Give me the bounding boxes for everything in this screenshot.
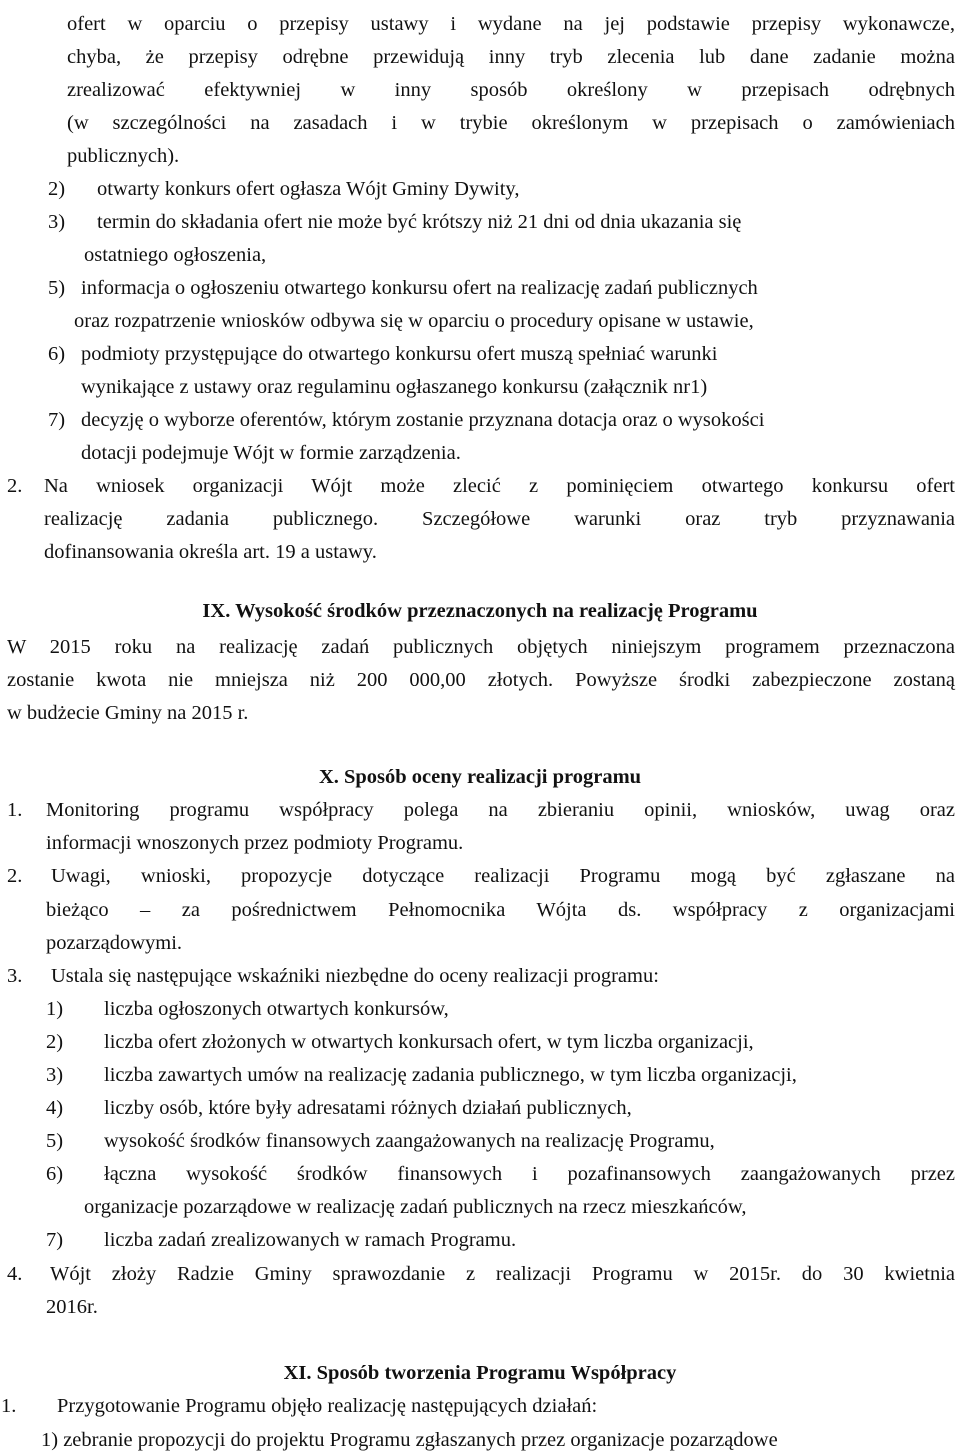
list-item-text: liczba zadań zrealizowanych w ramach Programu. [104,1229,517,1251]
list-item-text: liczba ogłoszonych otwartych konkursów, [104,998,449,1020]
intro-line: ofert w oparciu o przepisy ustawy i wydane na jej podstawie przepisy wykonawcze, [67,13,955,35]
list-item-text: wynikające z ustawy oraz regulaminu ogłaszanego konkursu (załącznik nr1) [81,376,708,398]
paragraph-line: w budżecie Gminy na 2015 r. [7,702,249,724]
list-item-text: podmioty przystępujące do otwartego konkursu ofert muszą spełniać warunki [81,343,718,365]
list-item-text: liczby osób, które były adresatami różnych działań publicznych, [104,1097,632,1119]
section-heading: X. Sposób oceny realizacji programu [318,766,642,788]
list-item-text: organizacje pozarządowe w realizację zadań publicznych na rzecz mieszkańców, [84,1196,747,1218]
intro-line: (w szczególności na zasadach i w trybie określonym w przepisach o zamówieniach [67,112,955,134]
list-number: 1) [46,998,64,1020]
paragraph-line: W 2015 roku na realizację zadań publicznych objętych niniejszym programem przeznaczona [7,636,955,658]
list-item-text: łączna wysokość środków finansowych i pozafinansowych zaangażowanych przez [104,1163,955,1185]
list-number: 5) [46,1130,64,1152]
paragraph-line: realizację zadania publicznego. Szczegółowe warunki oraz tryb przyznawania [44,508,955,530]
list-number: 4) [46,1097,64,1119]
paragraph-line: informacji wnoszonych przez podmioty Programu. [46,832,464,854]
list-number: 3) [46,1064,64,1086]
section-heading: IX. Wysokość środków przeznaczonych na realizację Programu [202,600,758,622]
intro-line: chyba, że przepisy odrębne przewidują inny tryb zlecenia lub dane zadanie można [67,46,955,68]
list-number: 6) [46,1163,64,1185]
list-item-text: dotacji podejmuje Wójt w formie zarządzenia. [81,442,461,464]
paragraph-line: Na wniosek organizacji Wójt może zlecić z pominięciem otwartego konkursu ofert [44,475,955,497]
list-item-text: oraz rozpatrzenie wniosków odbywa się w oparciu o procedury opisane w ustawie, [74,310,754,332]
intro-line: zrealizować efektywniej w inny sposób określony w przepisach odrębnych [67,79,955,101]
paragraph-line: Przygotowanie Programu objęło realizację następujących działań: [57,1395,598,1417]
paragraph-line: dofinansowania określa art. 19 a ustawy. [44,541,377,563]
intro-line: publicznych). [67,145,180,167]
list-item-text: ostatniego ogłoszenia, [84,244,267,266]
list-item-text: otwarty konkurs ofert ogłasza Wójt Gminy Dywity, [97,178,520,200]
list-number: 5) [48,277,66,299]
list-number: 7) [46,1229,64,1251]
list-number: 3. [7,965,23,987]
list-item-text: wysokość środków finansowych zaangażowanych na realizację Programu, [104,1130,715,1152]
list-item-text: informacja o ogłoszeniu otwartego konkursu ofert na realizację zadań publicznych [81,277,758,299]
list-item-text: liczba ofert złożonych w otwartych konkursach ofert, w tym liczba organizacji, [104,1031,754,1053]
list-item-text: liczba zawartych umów na realizację zadania publicznego, w tym liczba organizacji, [104,1064,797,1086]
paragraph-line: zostanie kwota nie mniejsza niż 200 000,00 złotych. Powyższe środki zabezpieczone zostaną [7,669,955,691]
list-number: 1. [7,799,23,821]
paragraph-line: Uwagi, wnioski, propozycje dotyczące realizacji Programu mogą być zgłaszane na [51,865,955,887]
paragraph-line: Ustala się następujące wskaźniki niezbędne do oceny realizacji programu: [51,965,659,987]
list-number: 4. [7,1263,23,1285]
paragraph-line: 2016r. [46,1296,98,1318]
paragraph-line: pozarządowymi. [46,932,183,954]
section-heading: XI. Sposób tworzenia Programu Współpracy [283,1362,677,1384]
list-number: 2) [48,178,66,200]
list-number: 7) [48,409,66,431]
list-item-text: termin do składania ofert nie może być krótszy niż 21 dni od dnia ukazania się [97,211,742,233]
list-number: 1. [1,1395,17,1417]
paragraph-line: Wójt złoży Radzie Gminy sprawozdanie z realizacji Programu w 2015r. do 30 kwietnia [50,1263,955,1285]
list-number: 2) [46,1031,64,1053]
list-number: 3) [48,211,66,233]
list-item-text: decyzję o wyborze oferentów, którym zostanie przyznana dotacja oraz o wysokości [81,409,765,431]
paragraph-line: bieżąco – za pośrednictwem Pełnomocnika Wójta ds. współpracy z organizacjami [46,899,955,921]
list-number: 2. [7,865,23,887]
list-number: 6) [48,343,66,365]
list-item-text: 1) zebranie propozycji do projektu Programu zgłaszanych przez organizacje pozarządowe [41,1429,778,1451]
list-number: 2. [7,475,23,497]
paragraph-line: Monitoring programu współpracy polega na zbieraniu opinii, wniosków, uwag oraz [46,799,955,821]
